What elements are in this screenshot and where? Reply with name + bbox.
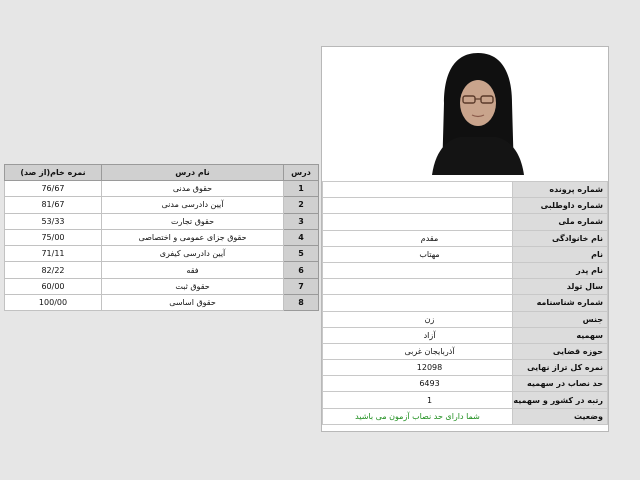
header-score: نمره خام(از صد) — [5, 165, 102, 181]
grade-score: 53/33 — [5, 213, 102, 229]
info-row — [323, 311, 608, 327]
info-value — [323, 198, 513, 214]
grades-header-row — [5, 165, 319, 181]
info-label: شماره داوطلبی — [513, 198, 608, 214]
info-row — [323, 182, 608, 198]
info-value: 12098 — [323, 360, 513, 376]
grades-table — [4, 164, 319, 311]
info-value — [323, 279, 513, 295]
info-value — [323, 295, 513, 311]
candidate-info-table — [322, 181, 608, 425]
grade-row — [5, 295, 319, 311]
info-row — [323, 262, 608, 278]
grade-course-name: فقه — [102, 262, 284, 278]
info-label: شماره شناسنامه — [513, 295, 608, 311]
grade-row — [5, 181, 319, 197]
grade-course-number: 7 — [284, 278, 319, 294]
info-label: نام خانوادگی — [513, 230, 608, 246]
info-value — [323, 214, 513, 230]
info-label: شماره ملی — [513, 214, 608, 230]
grade-course-number: 5 — [284, 246, 319, 262]
grade-course-number: 1 — [284, 181, 319, 197]
info-row — [323, 408, 608, 424]
grade-course-number: 3 — [284, 213, 319, 229]
info-label: نام پدر — [513, 262, 608, 278]
grade-row — [5, 262, 319, 278]
info-row — [323, 376, 608, 392]
info-row — [323, 327, 608, 343]
info-value: زن — [323, 311, 513, 327]
info-label: حوزه قضایی — [513, 343, 608, 359]
info-row — [323, 246, 608, 262]
info-value: مقدم — [323, 230, 513, 246]
header-course-number: درس — [284, 165, 319, 181]
info-row — [323, 279, 608, 295]
info-row — [323, 343, 608, 359]
grade-score: 75/00 — [5, 229, 102, 245]
info-row — [323, 392, 608, 408]
grade-score: 60/00 — [5, 278, 102, 294]
info-row — [323, 214, 608, 230]
grade-course-name: حقوق مدنی — [102, 181, 284, 197]
grade-row — [5, 229, 319, 245]
grade-course-name: حقوق ثبت — [102, 278, 284, 294]
grade-row — [5, 246, 319, 262]
grade-course-name: حقوق جزای عمومی و اختصاصی — [102, 229, 284, 245]
info-value: آذربایجان غربی — [323, 343, 513, 359]
candidate-photo — [430, 51, 526, 175]
photo-frame — [322, 47, 608, 180]
header-course-name: نام درس — [102, 165, 284, 181]
status-value: شما دارای حد نصاب آزمون می باشید — [323, 408, 513, 424]
info-value — [323, 262, 513, 278]
profile-panel — [321, 46, 609, 432]
grade-row — [5, 278, 319, 294]
grade-score: 81/67 — [5, 197, 102, 213]
info-row — [323, 360, 608, 376]
grade-score: 82/22 — [5, 262, 102, 278]
info-row — [323, 198, 608, 214]
grade-score: 100/00 — [5, 295, 102, 311]
grade-course-number: 6 — [284, 262, 319, 278]
info-label: شماره پرونده — [513, 182, 608, 198]
info-label: نام — [513, 246, 608, 262]
info-value: مهتاب — [323, 246, 513, 262]
grade-course-name: حقوق تجارت — [102, 213, 284, 229]
info-label: نمره کل تراز نهایی — [513, 360, 608, 376]
info-value: 1 — [323, 392, 513, 408]
info-label: جنس — [513, 311, 608, 327]
grade-course-number: 8 — [284, 295, 319, 311]
grade-row — [5, 197, 319, 213]
info-label: سال تولد — [513, 279, 608, 295]
grade-course-name: آیین دادرسی مدنی — [102, 197, 284, 213]
grade-score: 76/67 — [5, 181, 102, 197]
grade-course-name: حقوق اساسی — [102, 295, 284, 311]
info-value: آزاد — [323, 327, 513, 343]
grade-course-number: 2 — [284, 197, 319, 213]
info-label: حد نصاب در سهمیه — [513, 376, 608, 392]
info-label: وضعیت — [513, 408, 608, 424]
grade-row — [5, 213, 319, 229]
info-label: سهمیه — [513, 327, 608, 343]
grade-score: 71/11 — [5, 246, 102, 262]
grade-course-number: 4 — [284, 229, 319, 245]
info-row — [323, 230, 608, 246]
grade-course-name: آیین دادرسی کیفری — [102, 246, 284, 262]
info-row — [323, 295, 608, 311]
info-value — [323, 182, 513, 198]
info-value: 6493 — [323, 376, 513, 392]
info-label: رتبه در کشور و سهمیه — [513, 392, 608, 408]
